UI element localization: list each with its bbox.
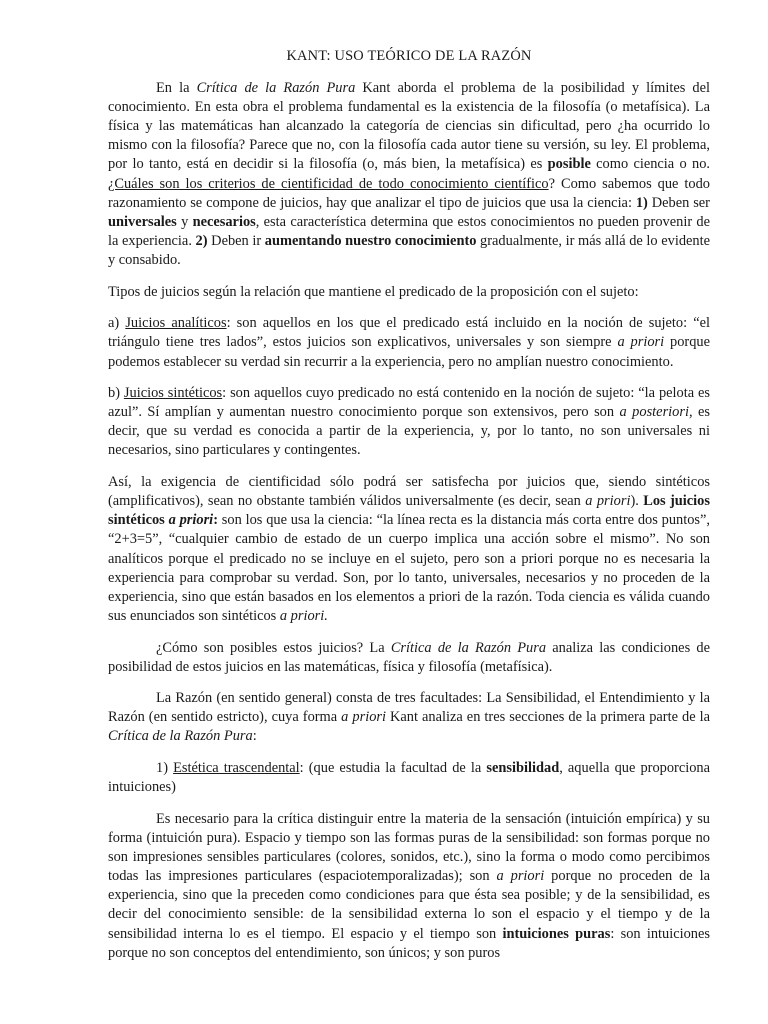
text-run: , es decir, que su verdad es conocida a partir de la experiencia, y, por lo tanto, no son universales ni necesarios, sino particulares y contingentes.	[108, 404, 711, 459]
italic-text: a priori	[341, 709, 386, 726]
text-run: La Razón (en sentido general) consta de tres facultades: La Sensibilidad, el Entendimiento y la Razón (en sentido estricto), cuya forma	[108, 690, 710, 726]
bold-text: 2)	[195, 232, 208, 249]
text-run: ¿Cómo son posibles estos juicios? La	[156, 639, 391, 656]
paragraph	[108, 759, 710, 797]
text-run: Tipos de juicios según la relación que mantiene el predicado de la proposición con el sujeto:	[108, 283, 639, 300]
paragraph	[108, 384, 710, 460]
paragraph	[108, 810, 710, 963]
italic-text: a priori	[496, 868, 545, 885]
text-run: b)	[108, 385, 124, 402]
paragraph	[108, 473, 710, 626]
text-run: : son aquellos en los que el predicado está incluido en la noción de sujeto: “el triángulo tiene tres lados”, estos juicios son explicativos, universales y son siempre	[108, 315, 711, 351]
bold-text: universales	[108, 213, 177, 230]
text-run: En la	[156, 80, 197, 97]
italic-text: a posteriori	[619, 404, 689, 421]
underlined-text: ¿Cuáles son los criterios de cientificidad de todo conocimiento científico	[108, 175, 549, 192]
bold-text: Los juicios sintéticos	[108, 493, 710, 529]
text-run: : son intuiciones porque no son conceptos del entendimiento, son únicos; y son puros	[108, 925, 710, 961]
bold-text: sensibilidad	[486, 760, 560, 777]
italic-text: a priori	[585, 493, 631, 510]
text-run: ? Como sabemos que todo razonamiento se compone de juicios, hay que analizar el tipo de juicios que usa la ciencia:	[108, 175, 711, 211]
text-run: como ciencia o no.	[590, 156, 710, 173]
document-title: KANT: USO TEÓRICO DE LA RAZÓN	[286, 48, 532, 64]
underlined-text: Juicios analíticos	[125, 315, 227, 332]
bold-text: aumentando nuestro conocimiento	[264, 232, 477, 249]
text-run: , esta característica determina que estos conocimientos no pueden provenir de la experiencia.	[108, 213, 711, 249]
text-run: , aquella que proporciona intuiciones)	[108, 760, 710, 796]
text-run: Deben ser	[647, 194, 710, 211]
bold-text: intuiciones puras	[502, 925, 611, 942]
text-run: ).	[630, 493, 644, 510]
text-run: Es necesario para la crítica distinguir entre la materia de la sensación (intuición empírica) y su forma (intuición pura). Espacio y tiempo son las formas puras de la sensibilidad: son formas porque no son impresiones sensibles particulares (colores, sonidos, etc.), sino la forma o modo como percibimos todas las impresiones particulares (espaciotemporalizadas); son	[108, 810, 710, 885]
text-run: : (que estudia la facultad de la	[299, 760, 487, 777]
bold-text: posible	[547, 156, 591, 173]
text-run: porque podemos establecer su verdad sin recurrir a la experiencia, pero no amplían nuestro conocimiento.	[108, 334, 710, 370]
underlined-text: Estética trascendental	[173, 760, 300, 777]
italic-text: Crítica de la Razón Pura	[196, 80, 356, 97]
text-run: Kant aborda el problema de la posibilidad y límites del conocimiento. En esta obra el problema fundamental es la existencia de la filosofía (o metafísica). La física y las matemáticas han alcanzado la categoría de ciencias sin dificultad, pero ¿ha ocurrido lo mismo con la filosofía? Parece que no, con la filosofía cada autor tiene su versión, su ley. El problema, por lo tanto, está en decidir si la filosofía (o, más bien, la metafísica) es	[108, 80, 710, 173]
document-body	[108, 79, 710, 963]
paragraph	[108, 283, 710, 302]
text-run: Kant analiza en tres secciones de la primera parte de la	[386, 709, 710, 726]
paragraph	[108, 314, 710, 371]
text-run: Así, la exigencia de cientificidad sólo podrá ser satisfecha por juicios que, siendo sintéticos (amplificativos), sean no obstante también válidos universalmente (es decir, sean	[108, 474, 710, 510]
paragraph	[108, 689, 710, 746]
bold-text: necesarios	[192, 213, 256, 230]
italic-text: Crítica de la Razón Pura	[390, 639, 547, 656]
bold-text: 1)	[635, 194, 648, 211]
text-run: gradualmente, ir más allá de lo evidente y consabido.	[108, 232, 710, 268]
text-run: a)	[108, 315, 126, 332]
italic-text: a priori	[617, 334, 665, 351]
text-run: y	[176, 213, 193, 230]
text-run: analiza las condiciones de posibilidad de estos juicios en las matemáticas, física y filosofía (metafísica).	[108, 639, 710, 675]
bold-text: a priori	[168, 512, 214, 529]
paragraph	[108, 79, 710, 270]
underlined-text: Juicios sintéticos	[123, 385, 223, 402]
italic-text: a priori.	[279, 607, 328, 624]
text-run: :	[252, 728, 257, 745]
text-run: : son aquellos cuyo predicado no está contenido en la noción de sujeto: “la pelota es azul”. Sí amplían y aumentan nuestro conocimiento porque son extensivos, pero son	[108, 385, 710, 421]
bold-text: :	[213, 512, 218, 529]
text-run: 1)	[156, 760, 174, 777]
text-run: porque no proceden de la experiencia, sino que la preceden como condiciones para que ésta sea posible; y de la sensibilidad, es decir del conocimiento sensible: de la sensibilidad externa lo son el espacio y el tiempo y de la sensibilidad interna lo es el tiempo. El espacio y el tiempo son	[108, 868, 710, 942]
italic-text: Crítica de la Razón Pura	[108, 728, 253, 745]
paragraph	[108, 639, 710, 677]
text-run: Deben ir	[207, 232, 265, 249]
text-run: son los que usa la ciencia: “la línea recta es la distancia más corta entre dos puntos”, “2+3=5”, “cualquier cambio de estado de un cuerpo implica una acción sobre el mismo”. No son analíticos porque el predicado no se incluye en el sujeto, pero son a priori porque no es necesaria la experiencia para comprobar su verdad. Son, por lo tanto, universales, necesarios y no proceden de la experiencia, sino que están basados en los elementos a priori de la razón. Toda ciencia es válida cuando sus enunciados son sintéticos	[108, 512, 710, 624]
